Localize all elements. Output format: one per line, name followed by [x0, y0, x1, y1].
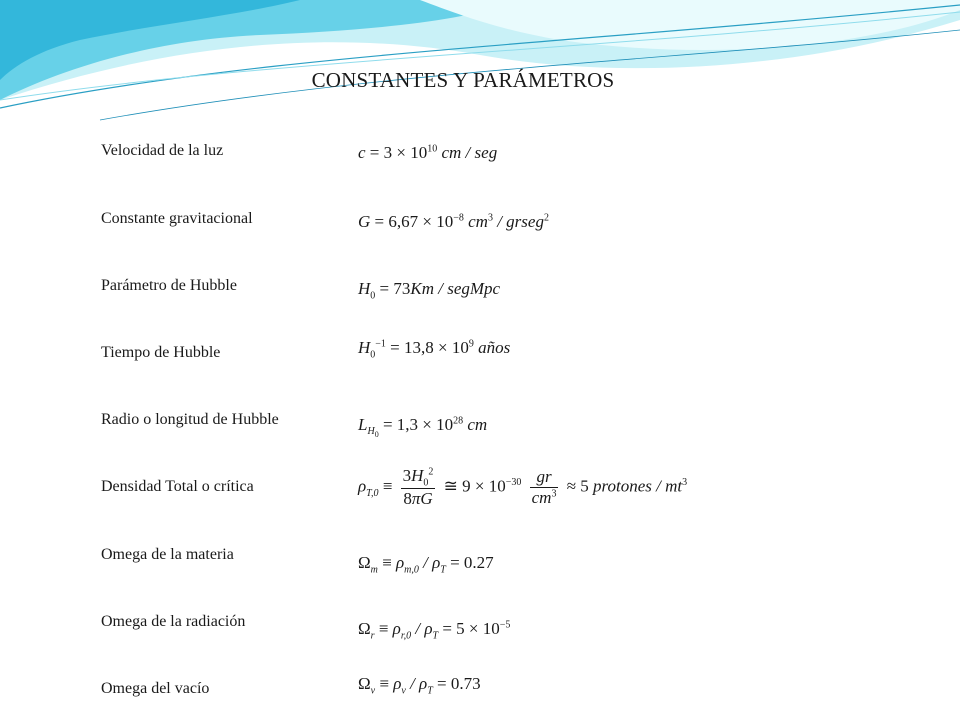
- label-constante-gravitacional: Constante gravitacional: [101, 210, 253, 227]
- label-radio-hubble: Radio o longitud de Hubble: [101, 411, 279, 428]
- formula-tiempo-hubble: $H_0^{-1} = 13,8 \times 10^9$ años: [358, 338, 511, 361]
- label-velocidad-luz: Velocidad de la luz: [101, 142, 224, 159]
- label-omega-materia: Omega de la materia: [101, 546, 234, 563]
- page-title: CONSTANTES Y PARÁMETROS: [311, 68, 615, 92]
- formula-omega-materia: $\Omega_m \equiv \rho_{m,0} / \rho_T = 0.27$: [358, 553, 494, 576]
- label-densidad-critica: Densidad Total o crítica: [101, 478, 254, 495]
- formula-velocidad-luz: $c = 3 \times 10^{10}$ cm / seg: [358, 143, 498, 162]
- formula-densidad-critica: $\rho_{T,0}$ ≡ $\frac{3H_0^2}{8\pi G}$ ≅ $9 \times 10^{-30}$ $\frac{gr}{cm^3}$ ≈ 5 protones / $mt^3$: [358, 466, 688, 509]
- label-omega-vacio: Omega del vacío: [101, 680, 210, 697]
- formula-parametro-hubble: $H_0 = 73Km$ / segMpc: [358, 279, 501, 302]
- formula-constante-gravitacional: $G = 6,67 \times 10^{-8}$ $cm^3$ / grseg$^2$: [358, 212, 549, 231]
- label-parametro-hubble: Parámetro de Hubble: [101, 277, 237, 294]
- formula-radio-hubble: $L_{H_0} = 1,3 \times 10^{28}$ cm: [358, 415, 488, 440]
- formula-omega-radiacion: $\Omega_r \equiv \rho_{r,0} / \rho_T = 5 \times 10^{-5}$: [358, 619, 511, 642]
- label-tiempo-hubble: Tiempo de Hubble: [101, 344, 221, 361]
- formula-omega-vacio: $\Omega_v \equiv \rho_v / \rho_T = 0.73$: [358, 674, 481, 697]
- label-omega-radiacion: Omega de la radiación: [101, 613, 246, 630]
- header-wave-decoration: [0, 0, 960, 130]
